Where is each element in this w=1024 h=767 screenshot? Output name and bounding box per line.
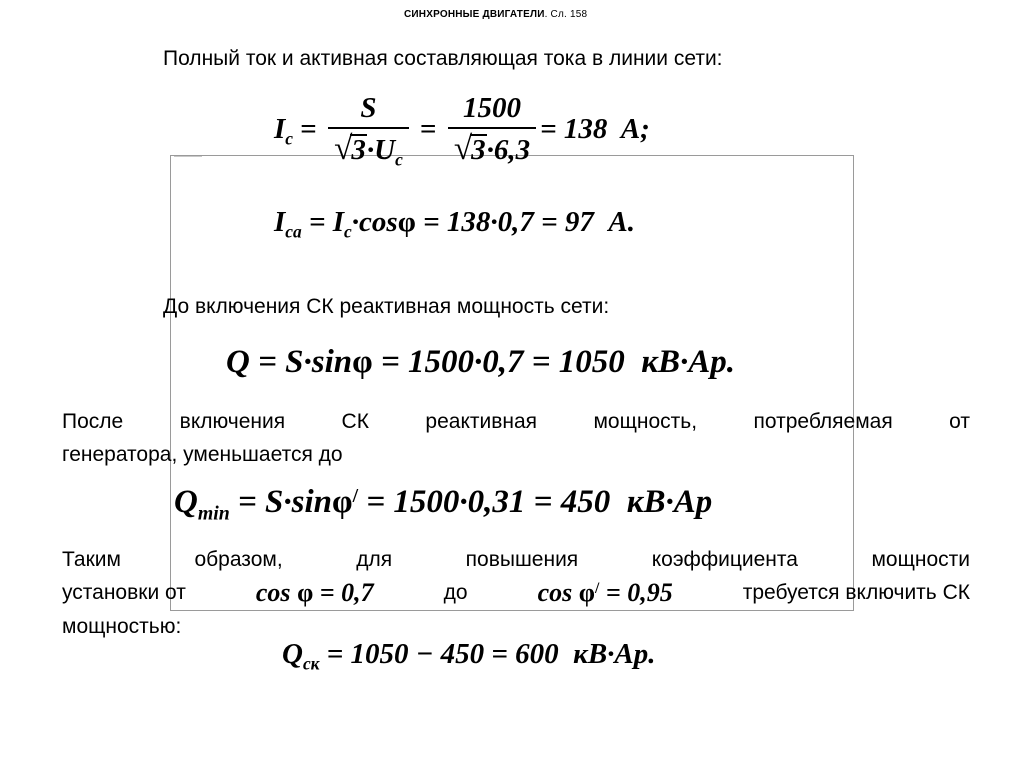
paragraph-after-sk-line2: генератора, уменьшается до xyxy=(62,443,343,466)
paragraph-before-sk: До включения СК реактивная мощность сети: xyxy=(163,295,610,318)
formula-qmin: $Q_{min} = S\cdot\sin\varphi^/ = 1500\cdot 0,31 = 450$ кВ·Ар xyxy=(174,484,713,525)
paragraph-thus-line1: Таким образом, для повышения коэффициента мощности xyxy=(62,548,970,571)
fraction-s-over-sqrt3-u: $\frac{S}{√3\cdot U_c}$ xyxy=(328,94,409,165)
text-requires-sk: требуется включить СК xyxy=(742,581,970,604)
formula-qck: $Q_{ск} = 1050 - 450 = 600$ кВ·Ар. xyxy=(282,638,656,674)
text-to: до xyxy=(443,581,468,604)
formula-line-current: $I_c$ = $\frac{S}{√3\cdot U_c}$ = $\frac{1500}{√3\cdot 6,3}$ = 138 A; xyxy=(274,92,650,170)
slide-header xyxy=(404,9,587,20)
formula-cos-from: cos φ = 0,7 xyxy=(255,578,374,607)
formula-cos-to: cos φ/ = 0,95 xyxy=(537,578,673,607)
formula-reactive-power: Q = S·sinφ = 1500·0,7 = 1050 кВ·Ар. xyxy=(226,344,736,380)
header-slide-number: . Сл. 158 xyxy=(544,9,588,20)
fraction-1500-over-sqrt3-6-3: $\frac{1500}{√3\cdot 6,3}$ xyxy=(448,94,536,165)
header-title: СИНХРОННЫЕ ДВИГАТЕЛИ xyxy=(404,9,545,20)
paragraph-thus-line2 xyxy=(62,578,970,608)
frame-corner-mark xyxy=(174,156,202,157)
text-from: установки от xyxy=(62,581,186,604)
paragraph-full-current: Полный ток и активная составляющая тока в линии сети: xyxy=(163,47,723,70)
formula-active-current: $I_{ca} = I_c\cdot\cos\varphi = 138\cdot 0,7 = 97$ A. xyxy=(274,206,635,242)
paragraph-thus-line3: мощностью: xyxy=(62,615,182,638)
paragraph-after-sk-line1: После включения СК реактивная мощность, потребляемая от xyxy=(62,410,970,433)
